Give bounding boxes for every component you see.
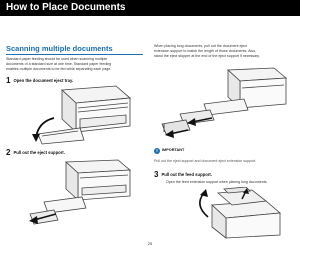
long-documents-paragraph — [154, 44, 292, 59]
page-number: 25 — [147, 241, 153, 246]
important-text: Pull out the eject support and document eject extension support. — [154, 159, 257, 163]
important-icon: ! — [154, 148, 160, 154]
step-3-number: 3 — [154, 170, 159, 179]
step-2-label: Pull out the eject support. — [13, 150, 65, 155]
section-divider — [6, 54, 143, 55]
important-note — [154, 148, 184, 154]
section-heading: Scanning multiple documents — [6, 44, 113, 53]
intro-line: documents of a standard size at one time. Standard paper feeding — [6, 62, 112, 66]
scanner-open-tray-illustration — [28, 84, 140, 146]
important-label: IMPORTANT — [162, 148, 185, 152]
step-3-description: Open the feed extension support when placing long documents. — [166, 180, 268, 184]
intro-line: Standard paper feeding should be used when scanning multiple — [6, 57, 108, 61]
page-title: How to Place Documents — [6, 2, 126, 13]
feed-support-illustration — [182, 187, 294, 239]
step-1-label: Open the document eject tray. — [13, 78, 74, 83]
step-1-number: 1 — [6, 76, 11, 85]
eject-support-illustration — [26, 158, 144, 228]
paragraph-line: stand the eject stopper at the end of the eject support if necessary. — [154, 54, 260, 58]
step-2-number: 2 — [6, 148, 11, 157]
page-header-bar — [0, 0, 300, 16]
step-3-label: Pull out the feed support. — [161, 172, 212, 177]
step-2 — [6, 148, 65, 157]
eject-extension-illustration — [158, 66, 292, 144]
paragraph-line: When placing long documents, pull out the document eject — [154, 44, 248, 48]
step-3 — [154, 170, 212, 179]
intro-line: enables multiple documents to be fed while separating each page. — [6, 67, 112, 71]
paragraph-line: extension support to match the length of those documents. Also, — [154, 49, 257, 53]
intro-paragraph — [6, 57, 143, 72]
